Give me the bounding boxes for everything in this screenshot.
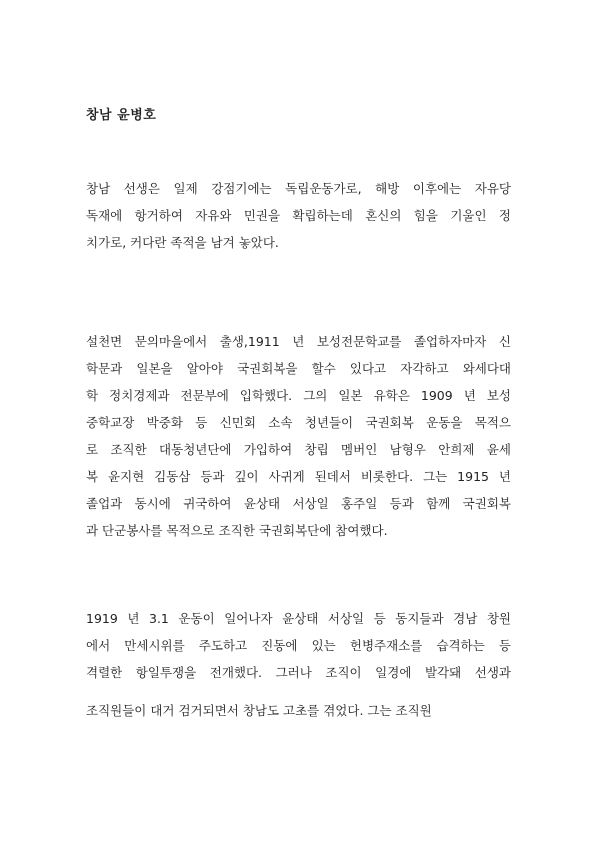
paragraph-line: 학문과 일본을 알아야 국권회복을 할수 있다고 자각하고 와세다대 <box>86 361 511 376</box>
paragraph-line: 에서 만세시위를 주도하고 진동에 있는 헌병주재소를 습격하는 등 <box>86 638 511 653</box>
document-title: 창남 윤병호 <box>86 108 157 123</box>
paragraph-intro <box>86 175 511 256</box>
paragraph-line: 1919 년 3.1 운동이 일어나자 윤상태 서상일 등 동지들과 경남 창원 <box>86 611 511 626</box>
paragraph-line: 창남 선생은 일제 강점기에는 독립운동가로, 해방 이후에는 자유당 <box>86 181 511 196</box>
paragraph-line: 설천면 문의마을에서 출생,1911 년 보성전문학교를 졸업하자마자 신 <box>86 334 511 349</box>
paragraph-line: 과 단군봉사를 목적으로 조직한 국권회복단에 참여했다. <box>86 523 388 538</box>
paragraph-line: 독재에 항거하여 자유와 민권을 확립하는데 혼신의 힘을 기울인 정 <box>86 208 511 223</box>
paragraph-march-first <box>86 605 511 724</box>
paragraph-line: 조직원들이 대거 검거되면서 창남도 고초를 겪었다. 그는 조직원 <box>86 703 432 718</box>
paragraph-line: 졸업과 동시에 귀국하여 윤상태 서상일 홍주일 등과 함께 국권회복 <box>86 496 511 511</box>
paragraph-line: 중학교장 박중화 등 신민회 소속 청년들이 국권회복 운동을 목적으 <box>86 415 511 430</box>
paragraph-early-life <box>86 328 511 544</box>
paragraph-line: 치가로, 커다란 족적을 남겨 놓았다. <box>86 235 279 250</box>
paragraph-line: 복 윤지현 김동삼 등과 깊이 사귀게 된데서 비롯한다. 그는 1915 년 <box>86 469 511 484</box>
paragraph-line: 학 정치경제과 전문부에 입학했다. 그의 일본 유학은 1909 년 보성 <box>86 388 511 403</box>
paragraph-line: 로 조직한 대동청년단에 가입하여 창립 멤버인 남형우 안희제 윤세 <box>86 442 511 457</box>
paragraph-line: 격렬한 항일투쟁을 전개했다. 그러나 조직이 일경에 발각돼 선생과 <box>86 665 511 680</box>
